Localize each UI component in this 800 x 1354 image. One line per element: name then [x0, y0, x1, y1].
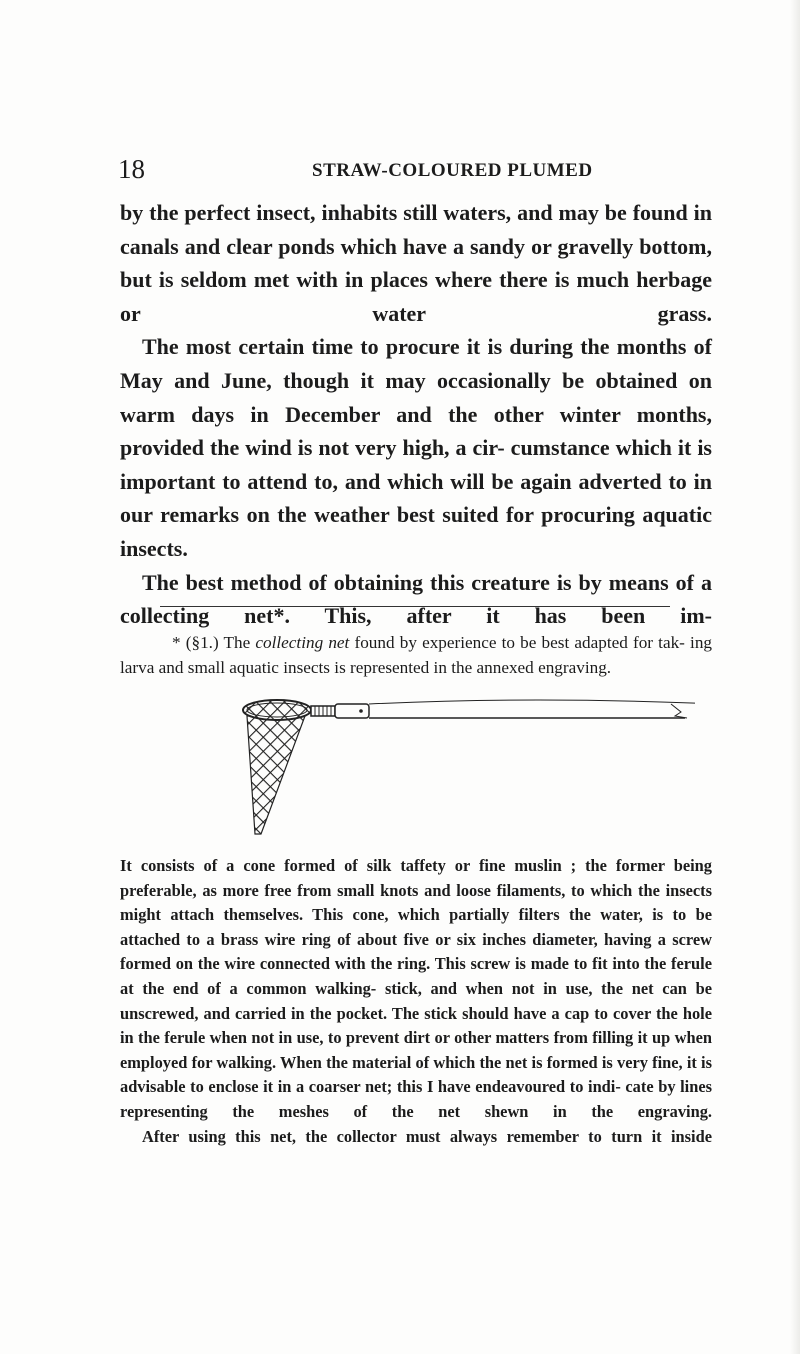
- figure-description: [120, 854, 712, 1149]
- page-edge-shadow: [790, 0, 800, 1354]
- footnote-marker: * (§1.) The: [172, 633, 251, 652]
- paragraph-2: The most certain time to procure it is during the months of May and June, though it may occasionally be obtained on warm days in December and the other winter months, provided the wind is not very high, a cir- cumstance which it is important to attend to, and which will be again adverted to in our remarks on the weather best suited for procuring aquatic insects.: [120, 334, 712, 561]
- paragraph-1: by the perfect insect, inhabits still waters, and may be found in canals and clear ponds which have a sandy or gravelly bottom, but is seldom met with in places where there is much herbage or water grass.: [120, 200, 712, 326]
- running-head: STRAW-COLOURED PLUMED: [312, 160, 593, 181]
- description-paragraph-2: After using this net, the collector must always remember to turn it inside: [142, 1126, 712, 1146]
- footnote-rule: [160, 606, 670, 607]
- main-text: [120, 196, 712, 633]
- paragraph-3: The best method of obtaining this creature is by means of a collecting net*. This, after it has been im-: [120, 569, 712, 629]
- footnote-italic-term: collecting net: [255, 633, 350, 652]
- collecting-net-engraving-icon: [235, 694, 695, 844]
- page-number: 18: [118, 154, 145, 184]
- footnote-text: found by experience to be best adapted for tak- ing larva and small aquatic insects is represented in the annexed engraving.: [120, 633, 713, 677]
- description-paragraph-1: It consists of a cone formed of silk taffety or fine muslin ; the former being preferable, as more free from small knots and loose filaments, to which the insects might attach themselves. This cone, which partially filters the water, is to be attached to a brass wire ring of about five or six inches diameter, having a screw formed on the wire connected with the ring. This screw is made to fit into the ferule at the end of a common walking- stick, and when not in use, the net can be unscrewed, and carried in the pocket. The stick should have a cap to cover the hole in the ferule when not in use, to prevent dirt or other matters from filling it up when employed for walking. When the material of which the net is formed is very fine, it is advisable to enclose it in a coarser net; this I have endeavoured to indi- cate by lines representing the meshes of the net shewn in the engraving.: [120, 856, 712, 1121]
- footnote: [120, 630, 712, 680]
